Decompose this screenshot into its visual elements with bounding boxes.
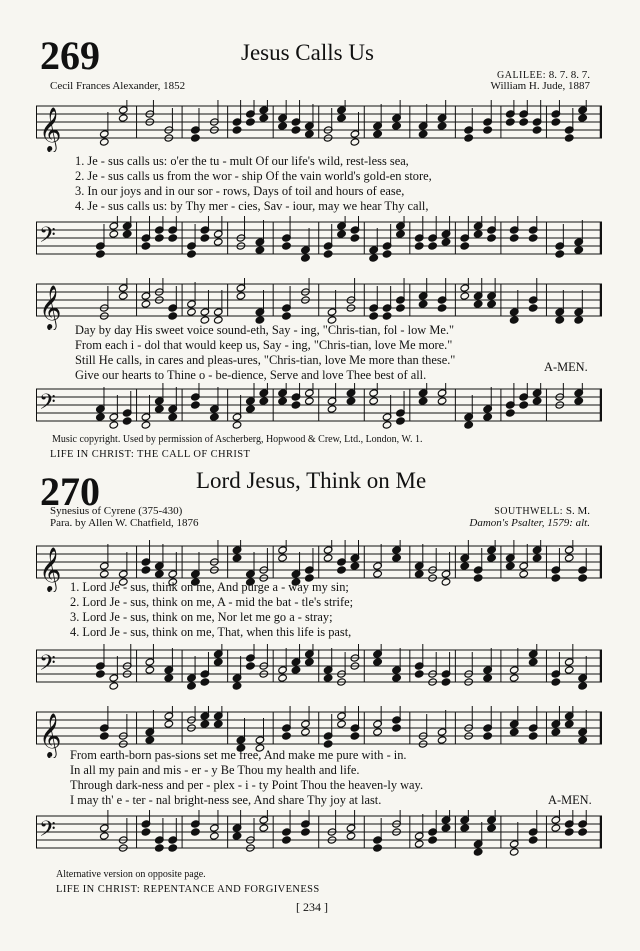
category-heading: LIFE IN CHRIST: REPENTANCE AND FORGIVENESS: [56, 884, 320, 895]
hymn-title: Lord Jesus, Think on Me: [196, 468, 427, 493]
svg-text:𝄢: 𝄢: [39, 817, 56, 847]
verse-line: 3. In our joys and in our sor - rows, Days of toil and hours of ease,: [75, 184, 405, 198]
tune-source: Damon's Psalter, 1579: alt.: [469, 517, 590, 529]
verse-line: 1. Lord Je - sus, think on me, And purge a - way my sin;: [70, 580, 349, 594]
svg-text:𝄞: 𝄞: [39, 107, 62, 151]
hymn-paraphrase: Para. by Allen W. Chatfield, 1876: [50, 517, 199, 529]
music-staff-bass: [36, 383, 602, 435]
verse-line: I may th' e - ter - nal bright-ness see, And share Thy joy at last.: [70, 793, 382, 807]
verse-line: Still He calls, in cares and pleas-ures, "Chris-tian, love Me more than these.": [75, 353, 456, 367]
copyright-note: Music copyright. Used by permission of Ascherberg, Hopwood & Crew, Ltd., London, W. 1.: [52, 434, 423, 445]
verse-line: From each i - dol that would keep us, Say - ing, "Chris-tian, love Me more.": [75, 338, 453, 352]
music-staff-bass: [36, 810, 602, 862]
amen: A-MEN.: [544, 360, 588, 374]
verse-line: From earth-born pas-sions set me free, And make me pure with - in.: [70, 748, 407, 762]
hymn-author: Cecil Frances Alexander, 1852: [50, 80, 186, 92]
category-heading: LIFE IN CHRIST: THE CALL OF CHRIST: [50, 449, 251, 460]
music-staff-bass: [36, 644, 602, 696]
verse-line: Through dark-ness and per - plex - i - ty Point Thou the heaven-ly way.: [70, 778, 424, 792]
meter: 8. 7. 8. 7.: [548, 69, 590, 81]
verse-line: Day by day His sweet voice sound-eth, Say - ing, "Chris-tian, fol - low Me.": [75, 323, 455, 337]
verse-line: 2. Lord Je - sus, think on me, A - mid the bat - tle's strife;: [70, 595, 354, 609]
tune-meter: [494, 505, 590, 517]
svg-text:𝄢: 𝄢: [39, 390, 56, 420]
page-number: [ 234 ]: [296, 900, 328, 914]
hymn-number: 270: [40, 469, 100, 514]
verse-line: Give our hearts to Thine o - be-dience, Serve and love Thee best of all.: [75, 368, 427, 382]
svg-text:𝄞: 𝄞: [39, 547, 62, 591]
tune-name: SOUTHWELL:: [494, 506, 564, 517]
verse-line: 4. Lord Je - sus, think on me, That, when this life is past,: [70, 625, 352, 639]
amen: A-MEN.: [548, 793, 592, 807]
hymn-author: Synesius of Cyrene (375-430): [50, 505, 183, 517]
svg-text:𝄞: 𝄞: [39, 713, 62, 757]
svg-text:𝄞: 𝄞: [39, 285, 62, 329]
svg-text:𝄢: 𝄢: [39, 223, 56, 253]
verse-line: 4. Je - sus calls us: by Thy mer - cies, Sav - iour, may we hear Thy call,: [75, 199, 429, 213]
hymn-composer: William H. Jude, 1887: [490, 80, 590, 92]
music-staff-treble: [36, 100, 602, 152]
hymn-number: 269: [40, 33, 100, 78]
verse-line: 3. Lord Je - sus, think on me, Nor let me go a - stray;: [70, 610, 333, 624]
verse-line: 2. Je - sus calls us from the wor - ship Of the vain world's gold-en store,: [75, 169, 432, 183]
hymn-title: Jesus Calls Us: [241, 40, 374, 65]
tune-name: GALILEE:: [497, 70, 546, 81]
meter: S. M.: [565, 505, 590, 517]
svg-text:𝄢: 𝄢: [39, 651, 56, 681]
alternative-note: Alternative version on opposite page.: [56, 869, 206, 880]
verse-line: 1. Je - sus calls us: o'er the tu - mult Of our life's wild, rest-less sea,: [75, 154, 409, 168]
music-staff-bass: [36, 216, 602, 268]
verse-line: In all my pain and mis - er - y Be Thou my health and life.: [70, 763, 360, 777]
